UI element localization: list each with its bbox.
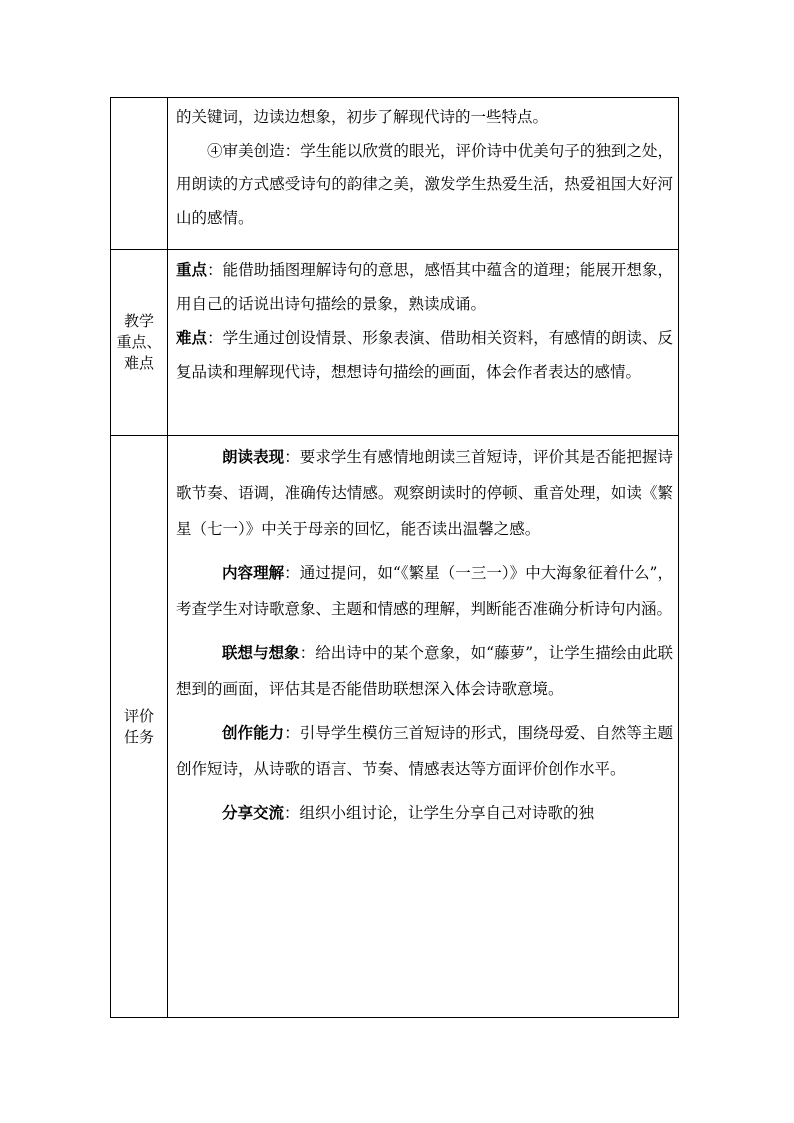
label-line: 任务 (123, 727, 154, 746)
key-point-title: 重点 (176, 260, 208, 279)
table-row (111, 436, 679, 1018)
row-label-evaluation (111, 436, 168, 1018)
key-point-paragraph (176, 253, 673, 321)
evaluation-item-text: ：通过提问，如“《繁星（一三一）》中大海象征着什么”，考查学生对诗歌意象、主题和情感的理解，判断能否准确分析诗句内涵。 (176, 564, 673, 618)
difficulty-title: 难点 (176, 328, 208, 347)
evaluation-item (176, 635, 673, 707)
table-row (111, 250, 679, 436)
evaluation-item (176, 555, 673, 627)
evaluation-item-text: ：要求学生有感情地朗读三首短诗，评价其是否能把握诗歌节奏、语调，准确传达情感。观察朗读时的停顿、重音处理，如读《繁星（七一）》中关于母亲的回忆，能否读出温馨之感。 (176, 448, 673, 538)
label-line: 教学 (123, 312, 154, 330)
lesson-plan-table (110, 97, 679, 1018)
key-points-cell (168, 250, 679, 436)
evaluation-item (176, 439, 673, 547)
objective-line: 的关键词，边读边想象，初步了解现代诗的一些特点。 (176, 108, 549, 126)
evaluation-item-title: 朗读表现 (222, 447, 285, 466)
evaluation-item-text: ：引导学生模仿三首短诗的形式，围绕母爱、自然等主题创作短诗，从诗歌的语言、节奏、情感表达等方面评价创作水平。 (176, 724, 673, 778)
evaluation-item-text: ：组织小组讨论，让学生分享自己对诗歌的独 (284, 804, 595, 822)
evaluation-item (176, 795, 673, 831)
evaluation-tasks-cell (168, 436, 679, 1018)
label-line: 评价 (123, 706, 154, 725)
evaluation-item (176, 715, 673, 787)
evaluation-item-title: 创作能力 (222, 723, 285, 742)
evaluation-item-text: ：给出诗中的某个意象，如“藤萝”，让学生描绘由此联想到的画面，评估其是否能借助联想深入体会诗歌意境。 (176, 644, 673, 698)
label-line: 难点 (123, 354, 154, 372)
objectives-cell (168, 98, 679, 250)
evaluation-item-title: 联想与想象 (222, 643, 300, 662)
evaluation-item-title: 内容理解 (222, 563, 285, 582)
difficulty-text: ：学生通过创设情景、形象表演、借助相关资料，有感情的朗读、反复品读和理解现代诗，想想诗句描绘的画面，体会作者表达的感情。 (176, 329, 673, 381)
difficulty-paragraph (176, 321, 673, 389)
evaluation-item-title: 分享交流 (222, 803, 285, 822)
row-label-key-points (111, 250, 168, 436)
row-label-empty (111, 98, 168, 250)
key-point-text: ：能借助插图理解诗句的意思，感悟其中蕴含的道理；能展开想象，用自己的话说出诗句描绘的景象，熟读成诵。 (176, 261, 673, 313)
aesthetic-creation-paragraph: ④审美创造：学生能以欣赏的眼光，评价诗中优美句子的独到之处，用朗读的方式感受诗句的韵律之美，激发学生热爱生活，热爱祖国大好河山的感情。 (176, 141, 673, 227)
table-row (111, 98, 679, 250)
label-line: 重点、 (116, 333, 162, 351)
